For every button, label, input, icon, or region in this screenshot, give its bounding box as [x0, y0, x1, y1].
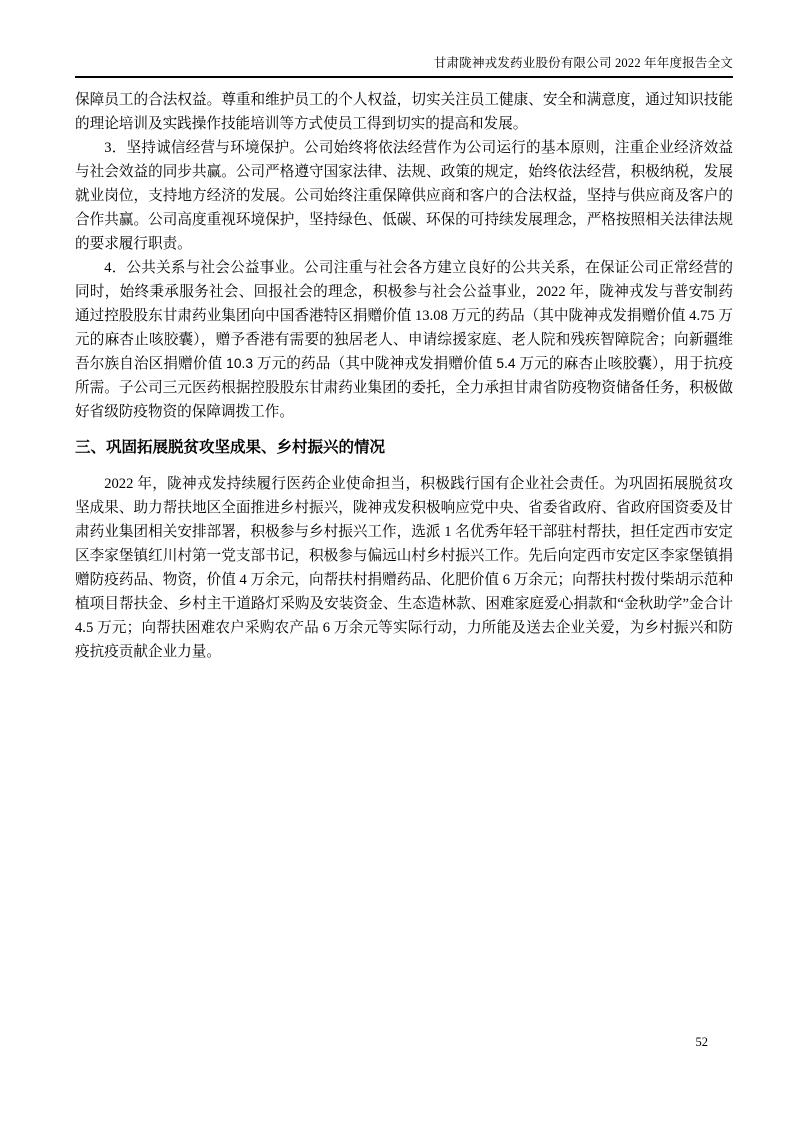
page-header [75, 0, 733, 78]
paragraph-segment: 4．公共关系与社会公益事业。公司注重与社会各方建立良好的公共关系，在保证公司正常经营的同时，始终秉承服务社会、回报社会的理念，积极参与社会公益事业，2022 年，陇神戎发与普安制药通过控股股东甘肃药业集团向中国香港特区捐赠价值 13.08 万元的药品（其中陇神戎发捐赠价值 4.75 万元的麻杏止咳胶囊），赠予香港有需要的独居老人、申请综援家庭、老人院和残疾智障院舍；向新疆维吾尔族自治区捐赠价值 [75, 260, 733, 372]
section-heading-rural-revitalization: 三、巩固拓展脱贫攻坚成果、乡村振兴的情况 [75, 439, 386, 456]
donation-value-longshen: 5.4 [496, 356, 516, 371]
paragraph-rural-revitalization: 2022 年，陇神戎发持续履行医药企业使命担当，积极践行国有企业社会责任。为巩固拓展脱贫攻坚成果、助力帮扶地区全面推进乡村振兴，陇神戎发积极响应党中央、省委省政府、省政府国资委及甘肃药业集团相关安排部署，积极参与乡村振兴工作，选派 1 名优秀年轻干部驻村帮扶，担任定西市安定区李家堡镇红川村第一党支部书记，积极参与偏远山村乡村振兴工作。先后向定西市安定区李家堡镇捐赠防疫药品、物资，价值 4 万余元，向帮扶村捐赠药品、化肥价值 6 万余元；向帮扶村拨付柴胡示范种植项目帮扶金、乡村主干道路灯采购及安装资金、生态造林款、困难家庭爱心捐款和“金秋助学”金合计 4.5 万元；向帮扶困难农户采购农产品 6 万余元等实际行动，力所能及送去企业关爱，为乡村振兴和防疫抗疫贡献企业力量。 [75, 476, 733, 660]
paragraph-segment: 万元的药品（其中陇神戎发捐赠价值 [253, 356, 497, 372]
document-body [75, 88, 733, 664]
donation-value-xinjiang: 10.3 [226, 356, 254, 371]
paragraph-segment: 万元的麻杏止咳胶囊），用于抗疫所需。子公司三元医药根据控股股东甘肃药业集团的委托，全力承担甘肃省防疫物资储备任务，积极做好省级防疫物资的保障调拨工作。 [75, 356, 733, 420]
paragraph-employee-rights-continuation: 保障员工的合法权益。尊重和维护员工的个人权益，切实关注员工健康、安全和满意度，通过知识技能的理论培训及实践操作技能培训等方式使员工得到切实的提高和发展。 [75, 92, 733, 132]
paragraph-item4-public-welfare [75, 256, 733, 424]
page-number: 52 [695, 1035, 708, 1049]
report-title-header: 甘肃陇神戎发药业股份有限公司 2022 年年度报告全文 [433, 56, 733, 70]
paragraph-item3-integrity-environment: 3．坚持诚信经营与环境保护。公司始终将依法经营作为公司运行的基本原则，注重企业经济效益与社会效益的同步共赢。公司严格遵守国家法律、法规、政策的规定，始终依法经营，积极纳税，发展就业岗位，支持地方经济的发展。公司始终注重保障供应商和客户的合法权益，坚持与供应商及客户的合作共赢。公司高度重视环境保护，坚持绿色、低碳、环保的可持续发展理念，严格按照相关法律法规的要求履行职责。 [75, 140, 733, 252]
header-rule-divider [75, 76, 733, 78]
